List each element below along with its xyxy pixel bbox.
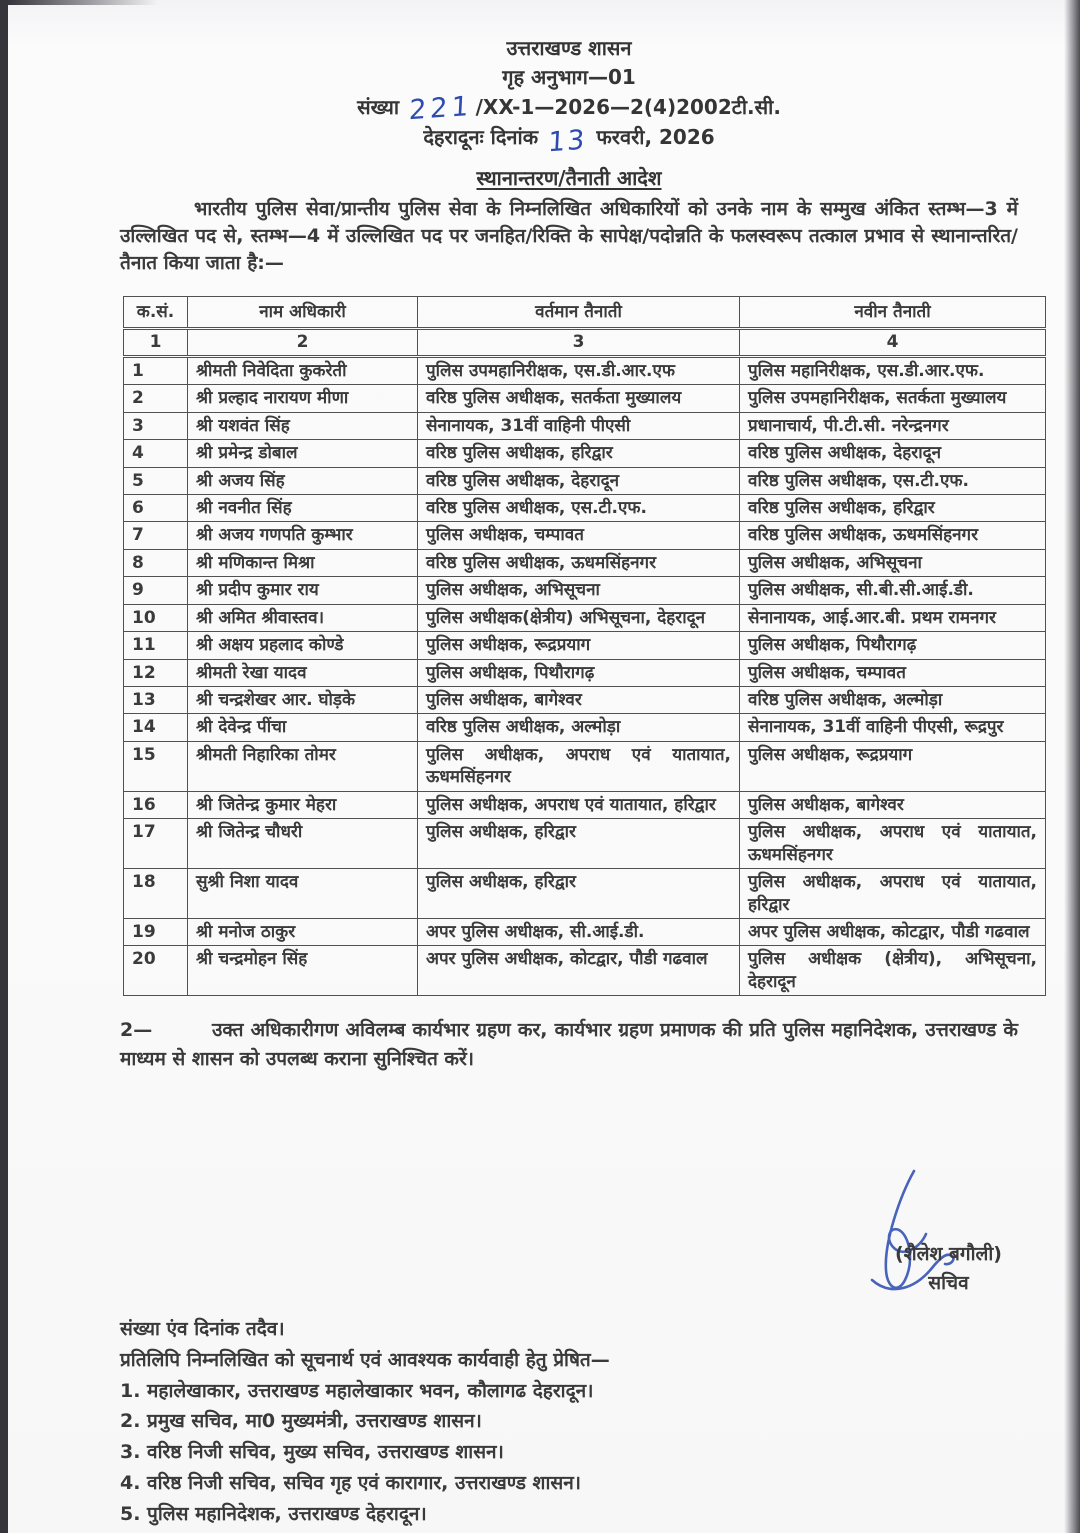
table-row bbox=[124, 918, 1046, 945]
officer-name-cell: श्री चन्द्रशेखर आर. घोड़के bbox=[188, 687, 418, 714]
serial-cell: 10 bbox=[124, 604, 188, 631]
current-posting-cell: वरिष्ठ पुलिस अधीक्षक, ऊधमसिंहनगर bbox=[418, 549, 740, 576]
new-posting-cell: पुलिस अधीक्षक, अभिसूचना bbox=[740, 549, 1046, 576]
current-posting-cell: वरिष्ठ पुलिस अधीक्षक, अल्मोड़ा bbox=[418, 714, 740, 741]
officer-name-cell: श्री प्रदीप कुमार राय bbox=[188, 577, 418, 604]
column-number-4: 4 bbox=[740, 329, 1046, 356]
officer-name-cell: श्री अजय गणपति कुम्भार bbox=[188, 522, 418, 549]
officer-name-cell: श्री मनोज ठाकुर bbox=[188, 918, 418, 945]
current-posting-cell: वरिष्ठ पुलिस अधीक्षक, सतर्कता मुख्यालय bbox=[418, 385, 740, 412]
table-row bbox=[124, 869, 1046, 919]
column-header-serial: क.सं. bbox=[124, 296, 188, 328]
scan-edge-left bbox=[0, 0, 8, 1533]
date-label: देहरादूनः दिनांक bbox=[423, 125, 539, 149]
table-row bbox=[124, 494, 1046, 521]
document-header bbox=[120, 34, 1018, 159]
current-posting-cell: वरिष्ठ पुलिस अधीक्षक, हरिद्वार bbox=[418, 440, 740, 467]
new-posting-cell: सेनानायक, 31वीं वाहिनी पीएसी, रूद्रपुर bbox=[740, 714, 1046, 741]
scan-edge-top bbox=[8, 0, 158, 5]
table-row bbox=[124, 385, 1046, 412]
new-posting-cell: पुलिस अधीक्षक, रूद्रप्रयाग bbox=[740, 741, 1046, 791]
table-row bbox=[124, 577, 1046, 604]
new-posting-cell: पुलिस अधीक्षक, बागेश्वर bbox=[740, 791, 1046, 818]
signatory-designation: सचिव bbox=[928, 1272, 969, 1295]
new-posting-cell: पुलिस अधीक्षक, सी.बी.सी.आई.डी. bbox=[740, 577, 1046, 604]
new-posting-cell: अपर पुलिस अधीक्षक, कोटद्वार, पौडी गढवाल bbox=[740, 918, 1046, 945]
officer-name-cell: श्री चन्द्रमोहन सिंह bbox=[188, 946, 418, 996]
section-name: गृह अनुभाग—01 bbox=[502, 65, 636, 89]
serial-cell: 6 bbox=[124, 494, 188, 521]
serial-cell: 8 bbox=[124, 549, 188, 576]
document-title: स्थानान्तरण/तैनाती आदेश bbox=[476, 166, 662, 190]
serial-cell: 19 bbox=[124, 918, 188, 945]
new-posting-cell: वरिष्ठ पुलिस अधीक्षक, अल्मोड़ा bbox=[740, 687, 1046, 714]
signatory-name: (शैलेश बगौली) bbox=[895, 1243, 1002, 1265]
handwritten-date: 13 bbox=[547, 124, 588, 159]
reference-number-line bbox=[120, 90, 1018, 127]
distribution-list bbox=[120, 1376, 1000, 1530]
date-suffix: फरवरी, 2026 bbox=[596, 125, 715, 149]
new-posting-cell: पुलिस अधीक्षक, चम्पावत bbox=[740, 659, 1046, 686]
new-posting-cell: वरिष्ठ पुलिस अधीक्षक, एस.टी.एफ. bbox=[740, 467, 1046, 494]
list-item: 3. वरिष्ठ निजी सचिव, मुख्य सचिव, उत्तराखण्ड शासन। bbox=[120, 1441, 504, 1464]
transfer-table-body bbox=[124, 356, 1046, 996]
table-row bbox=[124, 549, 1046, 576]
current-posting-cell: सेनानायक, 31वीं वाहिनी पीएसी bbox=[418, 412, 740, 439]
current-posting-cell: वरिष्ठ पुलिस अधीक्षक, देहरादून bbox=[418, 467, 740, 494]
directive-paragraph bbox=[120, 1016, 1018, 1073]
officer-name-cell: सुश्री निशा यादव bbox=[188, 869, 418, 919]
column-header-current-posting: वर्तमान तैनाती bbox=[418, 296, 740, 328]
signature-block bbox=[895, 1240, 1002, 1299]
officer-name-cell: श्री अजय सिंह bbox=[188, 467, 418, 494]
officer-name-cell: श्री यशवंत सिंह bbox=[188, 412, 418, 439]
serial-cell: 12 bbox=[124, 659, 188, 686]
current-posting-cell: पुलिस अधीक्षक, चम्पावत bbox=[418, 522, 740, 549]
serial-cell: 3 bbox=[124, 412, 188, 439]
table-row bbox=[124, 741, 1046, 791]
table-row bbox=[124, 440, 1046, 467]
ref-number-suffix: /XX-1—2026—2(4)2002टी.सी. bbox=[475, 95, 781, 119]
column-header-new-posting: नवीन तैनाती bbox=[740, 296, 1046, 328]
serial-cell: 15 bbox=[124, 741, 188, 791]
new-posting-cell: पुलिस अधीक्षक, अपराध एवं यातायात, हरिद्वार bbox=[740, 869, 1046, 919]
officer-name-cell: श्री मणिकान्त मिश्रा bbox=[188, 549, 418, 576]
officer-name-cell: श्री अमित श्रीवास्तव। bbox=[188, 604, 418, 631]
footer-block bbox=[120, 1314, 1000, 1529]
current-posting-cell: पुलिस अधीक्षक, रूद्रप्रयाग bbox=[418, 632, 740, 659]
table-row bbox=[124, 522, 1046, 549]
serial-cell: 5 bbox=[124, 467, 188, 494]
table-row bbox=[124, 791, 1046, 818]
new-posting-cell: पुलिस उपमहानिरीक्षक, सतर्कता मुख्यालय bbox=[740, 385, 1046, 412]
officer-name-cell: श्रीमती निहारिका तोमर bbox=[188, 741, 418, 791]
table-row bbox=[124, 819, 1046, 869]
new-posting-cell: पुलिस अधीक्षक (क्षेत्रीय), अभिसूचना, देहरादून bbox=[740, 946, 1046, 996]
new-posting-cell: वरिष्ठ पुलिस अधीक्षक, हरिद्वार bbox=[740, 494, 1046, 521]
org-name: उत्तराखण्ड शासन bbox=[506, 36, 632, 60]
column-number-3: 3 bbox=[418, 329, 740, 356]
officer-name-cell: श्री नवनीत सिंह bbox=[188, 494, 418, 521]
table-row bbox=[124, 632, 1046, 659]
table-row bbox=[124, 467, 1046, 494]
serial-cell: 17 bbox=[124, 819, 188, 869]
new-posting-cell: पुलिस अधीक्षक, अपराध एवं यातायात, ऊधमसिंहनगर bbox=[740, 819, 1046, 869]
table-row bbox=[124, 946, 1046, 996]
current-posting-cell: पुलिस उपमहानिरीक्षक, एस.डी.आर.एफ bbox=[418, 356, 740, 384]
current-posting-cell: पुलिस अधीक्षक, अभिसूचना bbox=[418, 577, 740, 604]
new-posting-cell: वरिष्ठ पुलिस अधीक्षक, देहरादून bbox=[740, 440, 1046, 467]
officer-name-cell: श्री प्रमेन्द्र डोबाल bbox=[188, 440, 418, 467]
current-posting-cell: पुलिस अधीक्षक, पिथौरागढ़ bbox=[418, 659, 740, 686]
footer-note: संख्या एंव दिनांक तदैव। bbox=[120, 1318, 285, 1340]
new-posting-cell: वरिष्ठ पुलिस अधीक्षक, ऊधमसिंहनगर bbox=[740, 522, 1046, 549]
current-posting-cell: पुलिस अधीक्षक, हरिद्वार bbox=[418, 819, 740, 869]
serial-cell: 18 bbox=[124, 869, 188, 919]
column-number-row bbox=[124, 329, 1046, 356]
serial-cell: 13 bbox=[124, 687, 188, 714]
current-posting-cell: पुलिस अधीक्षक(क्षेत्रीय) अभिसूचना, देहरादून bbox=[418, 604, 740, 631]
serial-cell: 7 bbox=[124, 522, 188, 549]
serial-cell: 11 bbox=[124, 632, 188, 659]
current-posting-cell: पुलिस अधीक्षक, बागेश्वर bbox=[418, 687, 740, 714]
new-posting-cell: प्रधानाचार्य, पी.टी.सी. नरेन्द्रनगर bbox=[740, 412, 1046, 439]
column-header-officer-name: नाम अधिकारी bbox=[188, 296, 418, 328]
new-posting-cell: पुलिस अधीक्षक, पिथौरागढ़ bbox=[740, 632, 1046, 659]
date-line bbox=[120, 122, 1018, 159]
column-number-2: 2 bbox=[188, 329, 418, 356]
serial-cell: 9 bbox=[124, 577, 188, 604]
table-row bbox=[124, 659, 1046, 686]
current-posting-cell: पुलिस अधीक्षक, अपराध एवं यातायात, ऊधमसिंहनगर bbox=[418, 741, 740, 791]
table-header-row bbox=[124, 296, 1046, 328]
table-row bbox=[124, 412, 1046, 439]
officer-name-cell: श्री अक्षय प्रहलाद कोण्डे bbox=[188, 632, 418, 659]
officer-name-cell: श्रीमती रेखा यादव bbox=[188, 659, 418, 686]
transfer-table bbox=[123, 296, 1046, 996]
scan-edge-right bbox=[1064, 0, 1080, 1533]
current-posting-cell: पुलिस अधीक्षक, अपराध एवं यातायात, हरिद्वार bbox=[418, 791, 740, 818]
handwritten-number: 221 bbox=[408, 90, 474, 127]
ref-number-label: संख्या bbox=[357, 95, 400, 119]
officer-name-cell: श्री जितेन्द्र कुमार मेहरा bbox=[188, 791, 418, 818]
intro-paragraph: भारतीय पुलिस सेवा/प्रान्तीय पुलिस सेवा के निम्नलिखित अधिकारियों को उनके नाम के सम्मुख अंकित स्तम्भ—3 में उल्लिखित पद से, स्तम्भ—4 में उल्लिखित पद पर जनहित/रिक्ति के सापेक्ष/पदोन्नति के फलस्वरूप तत्काल प्रभाव से स्थानान्तरित/तैनात किया जाता है:— bbox=[120, 198, 1018, 274]
current-posting-cell: वरिष्ठ पुलिस अधीक्षक, एस.टी.एफ. bbox=[418, 494, 740, 521]
officer-name-cell: श्रीमती निवेदिता कुकरेती bbox=[188, 356, 418, 384]
list-item: 1. महालेखाकार, उत्तराखण्ड महालेखाकार भवन, कौलागढ देहरादून। bbox=[120, 1379, 594, 1402]
serial-cell: 16 bbox=[124, 791, 188, 818]
list-item: 5. पुलिस महानिदेशक, उत्तराखण्ड देहरादून। bbox=[120, 1502, 427, 1525]
copy-forward-line: प्रतिलिपि निम्नलिखित को सूचनार्थ एवं आवश्यक कार्यवाही हेतु प्रेषित— bbox=[120, 1348, 610, 1371]
table-row bbox=[124, 687, 1046, 714]
officer-name-cell: श्री देवेन्द्र पींचा bbox=[188, 714, 418, 741]
officer-name-cell: श्री प्रल्हाद नारायण मीणा bbox=[188, 385, 418, 412]
serial-cell: 1 bbox=[124, 356, 188, 384]
current-posting-cell: अपर पुलिस अधीक्षक, सी.आई.डी. bbox=[418, 918, 740, 945]
directive-text: उक्त अधिकारीगण अविलम्ब कार्यभार ग्रहण कर, कार्यभार ग्रहण प्रमाणक की प्रति पुलिस महानिदेशक, उत्तराखण्ड के माध्यम से शासन को उपलब्ध कराना सुनिश्चित करें। bbox=[120, 1019, 1018, 1070]
new-posting-cell: पुलिस महानिरीक्षक, एस.डी.आर.एफ. bbox=[740, 356, 1046, 384]
current-posting-cell: अपर पुलिस अधीक्षक, कोटद्वार, पौडी गढवाल bbox=[418, 946, 740, 996]
serial-cell: 14 bbox=[124, 714, 188, 741]
column-number-1: 1 bbox=[124, 329, 188, 356]
serial-cell: 2 bbox=[124, 385, 188, 412]
table-row bbox=[124, 604, 1046, 631]
serial-cell: 20 bbox=[124, 946, 188, 996]
document-content bbox=[120, 34, 1037, 1092]
list-item: 2. प्रमुख सचिव, मा0 मुख्यमंत्री, उत्तराखण्ड शासन। bbox=[120, 1410, 482, 1433]
table-row bbox=[124, 714, 1046, 741]
list-item: 4. वरिष्ठ निजी सचिव, सचिव गृह एवं कारागार, उत्तराखण्ड शासन। bbox=[120, 1471, 581, 1494]
current-posting-cell: पुलिस अधीक्षक, हरिद्वार bbox=[418, 869, 740, 919]
officer-name-cell: श्री जितेन्द्र चौधरी bbox=[188, 819, 418, 869]
directive-number: 2— bbox=[120, 1019, 153, 1042]
new-posting-cell: सेनानायक, आई.आर.बी. प्रथम रामनगर bbox=[740, 604, 1046, 631]
table-row bbox=[124, 356, 1046, 384]
serial-cell: 4 bbox=[124, 440, 188, 467]
